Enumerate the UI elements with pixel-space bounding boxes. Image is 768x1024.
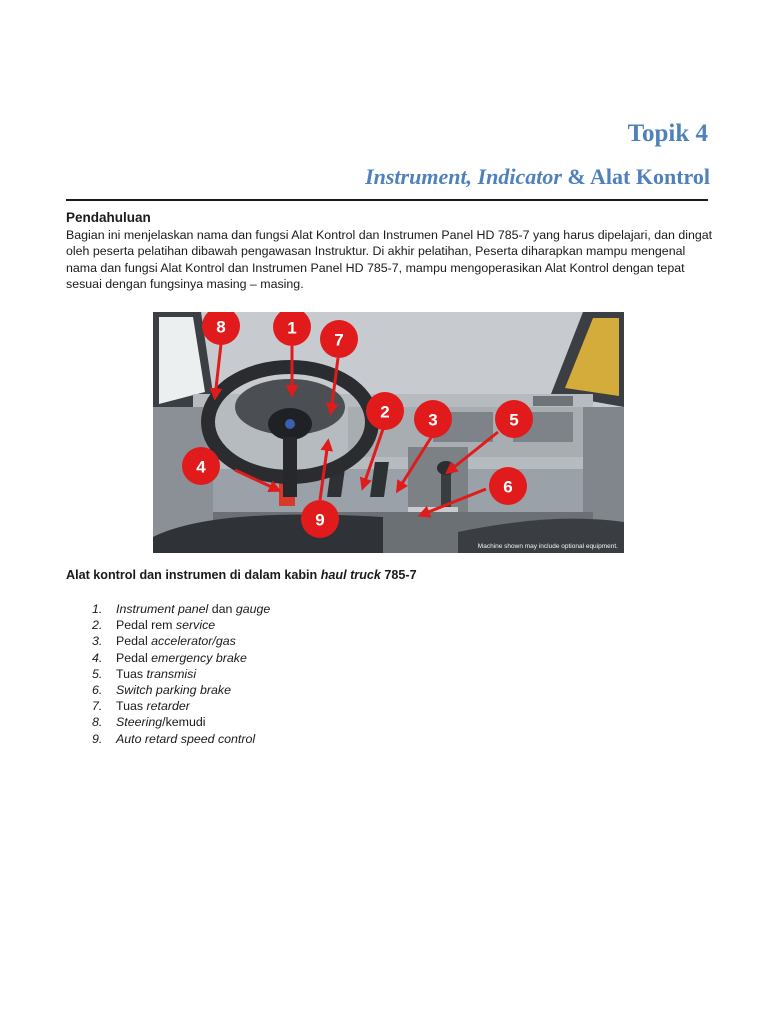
list-item: [92, 617, 270, 633]
callout-5: [495, 400, 533, 438]
list-text-part: retarder: [146, 699, 190, 714]
list-text-part: dan: [208, 602, 236, 616]
list-item: [92, 601, 270, 617]
section-heading: Pendahuluan: [66, 210, 151, 225]
list-item: [92, 666, 270, 682]
list-number: 5.: [92, 666, 103, 681]
callout-3: [414, 400, 452, 438]
list-text-part: Steering: [116, 715, 163, 730]
list-text: [116, 682, 231, 698]
svg-text:8: 8: [216, 317, 226, 337]
svg-text:5: 5: [509, 410, 519, 430]
list-text: [116, 666, 196, 682]
caption-text: Alat kontrol dan instrumen di dalam kabin: [66, 568, 321, 582]
list-text-part: Pedal rem: [116, 618, 176, 633]
list-text-part: gauge: [235, 602, 271, 616]
list-item: [92, 698, 270, 714]
callout-7: [320, 320, 358, 358]
list-number: 6.: [92, 683, 103, 698]
page-subtitle: [365, 164, 710, 190]
list-text-part: Tuas: [116, 666, 147, 681]
list-text: [116, 617, 215, 633]
list-number: 2.: [92, 618, 103, 633]
caption-italic: haul truck: [320, 568, 381, 582]
list-number: 8.: [92, 715, 103, 730]
svg-text:9: 9: [315, 510, 325, 530]
svg-text:7: 7: [334, 330, 344, 350]
list-text-part: accelerator/gas: [151, 634, 236, 649]
list-number: 3.: [92, 634, 103, 649]
callout-4: [182, 447, 220, 485]
list-item: [92, 731, 270, 747]
intro-paragraph: Bagian ini menjelaskan nama dan fungsi Alat Kontrol dan Instrumen Panel HD 785-7 yang harus dipelajari, dan dingat oleh peserta pelatihan dibawah pengawasan Instruktur. Di akhir pelatihan, Peserta diharapkan mampu mengenal nama dan fungsi Alat Kontrol dan Instrumen Panel HD 785-7, mampu mengoperasikan Alat Kontrol dengan tepat sesuai dengan fungsinya masing – masing.: [66, 228, 713, 291]
list-text-part: /kemudi: [162, 715, 206, 730]
cab-photo: [153, 312, 624, 553]
svg-text:6: 6: [503, 477, 513, 497]
list-item: [92, 633, 270, 649]
svg-text:4: 4: [196, 457, 206, 477]
list-text: [116, 731, 255, 747]
svg-text:2: 2: [380, 402, 390, 422]
svg-text:3: 3: [428, 410, 438, 430]
list-text-part: emergency brake: [151, 650, 247, 665]
title-divider: [66, 199, 708, 201]
list-number: 1.: [92, 602, 103, 616]
list-text: [116, 650, 247, 666]
callout-9: [301, 500, 339, 538]
list-text: [116, 714, 206, 730]
list-text-part: Switch parking brake: [116, 683, 232, 698]
list-text: [116, 601, 270, 617]
callout-6: [489, 467, 527, 505]
caption-suffix: 785-7: [380, 568, 417, 582]
callout-2: [366, 392, 404, 430]
list-number: 7.: [92, 699, 103, 714]
figure-caption: [66, 568, 417, 582]
list-text-part: Pedal: [116, 650, 152, 665]
control-list: [92, 601, 270, 747]
subtitle-italic: Instrument, Indicator: [365, 164, 562, 189]
list-text-part: Instrument panel: [116, 602, 209, 616]
list-text-part: service: [175, 618, 216, 633]
list-number: 4.: [92, 650, 103, 665]
photo-note: Machine shown may include optional equipment.: [477, 543, 618, 550]
svg-text:1: 1: [287, 318, 297, 338]
topic-title: Topik 4: [627, 120, 708, 147]
list-number: 9.: [92, 731, 103, 746]
list-item: [92, 682, 270, 698]
list-text-part: Auto retard speed control: [116, 731, 256, 746]
list-text: [116, 633, 236, 649]
list-text-part: transmisi: [146, 666, 197, 681]
list-item: [92, 714, 270, 730]
list-text-part: Pedal: [116, 634, 152, 649]
list-text: [116, 698, 190, 714]
list-item: [92, 650, 270, 666]
list-text-part: Tuas: [116, 699, 147, 714]
subtitle-rest: & Alat Kontrol: [561, 164, 710, 189]
